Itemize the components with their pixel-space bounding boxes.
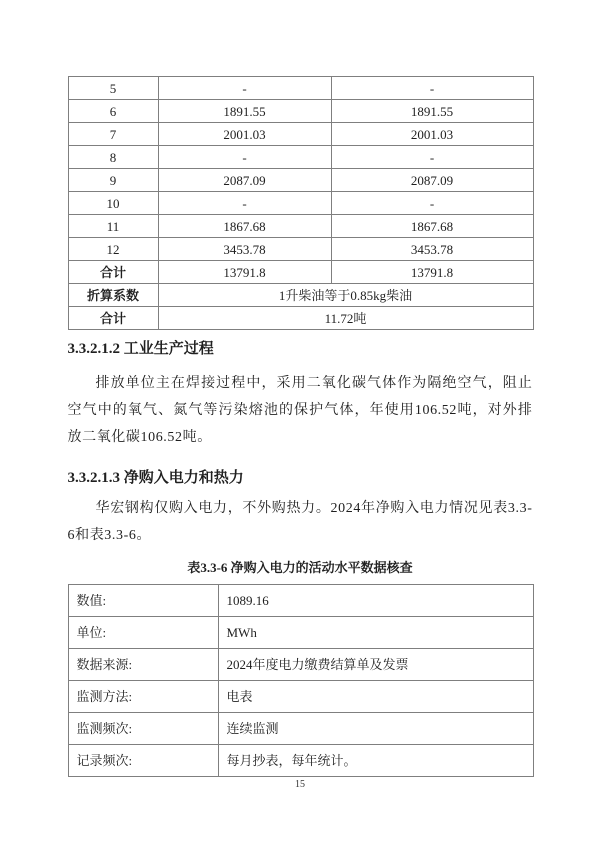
value-cell: 1891.55 bbox=[158, 100, 331, 123]
table-row bbox=[68, 713, 533, 745]
table-caption: 表3.3-6 净购入电力的活动水平数据核查 bbox=[187, 560, 413, 575]
table-row bbox=[68, 617, 533, 649]
field-value-cell: 连续监测 bbox=[218, 713, 533, 745]
field-label-cell: 数值: bbox=[68, 585, 218, 617]
month-cell: 11 bbox=[68, 215, 158, 238]
value-cell: - bbox=[331, 146, 533, 169]
table-row bbox=[68, 215, 533, 238]
field-label-cell: 数据来源: bbox=[68, 649, 218, 681]
field-label-cell: 单位: bbox=[68, 617, 218, 649]
value-cell: 2001.03 bbox=[158, 123, 331, 146]
value-cell: 1891.55 bbox=[331, 100, 533, 123]
paragraph-industrial-process: 排放单位主在焊接过程中，采用二氧化碳气体作为隔绝空气，阻止空气中的氧气、氮气等污染熔池的保护气体，年使用106.52吨，对外排放二氧化碳106.52吨。 bbox=[67, 376, 533, 445]
field-value-cell: 每月抄表，每年统计。 bbox=[218, 745, 533, 777]
table-row bbox=[68, 169, 533, 192]
value-cell: 3453.78 bbox=[158, 238, 331, 261]
field-label-cell: 监测频次: bbox=[68, 713, 218, 745]
total-tons-value-cell: 11.72吨 bbox=[158, 307, 533, 330]
total-label-cell: 合计 bbox=[68, 261, 158, 284]
table-row bbox=[68, 261, 533, 284]
value-cell: 3453.78 bbox=[331, 238, 533, 261]
value-cell: 1867.68 bbox=[158, 215, 331, 238]
document-page bbox=[68, 0, 533, 777]
field-value-cell: MWh bbox=[218, 617, 533, 649]
value-cell: - bbox=[331, 192, 533, 215]
table-row bbox=[68, 307, 533, 330]
value-cell: 2001.03 bbox=[331, 123, 533, 146]
conversion-factor-value-cell: 1升柴油等于0.85kg柴油 bbox=[158, 284, 533, 307]
value-cell: 1867.68 bbox=[331, 215, 533, 238]
month-cell: 9 bbox=[68, 169, 158, 192]
value-cell: - bbox=[158, 192, 331, 215]
section-heading-industrial-process: 3.3.2.1.2 工业生产过程 bbox=[67, 341, 214, 357]
value-cell: - bbox=[158, 146, 331, 169]
page-number: 15 bbox=[295, 779, 305, 790]
month-cell: 7 bbox=[68, 123, 158, 146]
month-cell: 5 bbox=[68, 77, 158, 100]
table-row bbox=[68, 192, 533, 215]
table-row bbox=[68, 649, 533, 681]
field-value-cell: 电表 bbox=[218, 681, 533, 713]
paragraph-purchased-electricity: 华宏钢构仅购入电力，不外购热力。2024年净购入电力情况见表3.3-6和表3.3-6。 bbox=[67, 501, 533, 543]
table-row bbox=[68, 146, 533, 169]
month-cell: 10 bbox=[68, 192, 158, 215]
value-cell: 2087.09 bbox=[331, 169, 533, 192]
table-row bbox=[68, 585, 533, 617]
table-row bbox=[68, 681, 533, 713]
month-cell: 6 bbox=[68, 100, 158, 123]
total-label-cell: 合计 bbox=[68, 307, 158, 330]
month-cell: 8 bbox=[68, 146, 158, 169]
value-cell: - bbox=[158, 77, 331, 100]
table-row bbox=[68, 284, 533, 307]
table-row bbox=[68, 100, 533, 123]
table-row bbox=[68, 745, 533, 777]
field-label-cell: 记录频次: bbox=[68, 745, 218, 777]
table-row bbox=[68, 123, 533, 146]
electricity-activity-table bbox=[68, 584, 534, 777]
total-value-cell: 13791.8 bbox=[158, 261, 331, 284]
value-cell: - bbox=[331, 77, 533, 100]
month-cell: 12 bbox=[68, 238, 158, 261]
table-row bbox=[68, 77, 533, 100]
total-value-cell: 13791.8 bbox=[331, 261, 533, 284]
field-value-cell: 2024年度电力缴费结算单及发票 bbox=[218, 649, 533, 681]
fuel-consumption-table bbox=[68, 76, 534, 330]
conversion-factor-label-cell: 折算系数 bbox=[68, 284, 158, 307]
table-row bbox=[68, 238, 533, 261]
section-heading-purchased-electricity: 3.3.2.1.3 净购入电力和热力 bbox=[67, 470, 244, 486]
value-cell: 2087.09 bbox=[158, 169, 331, 192]
field-value-cell: 1089.16 bbox=[218, 585, 533, 617]
field-label-cell: 监测方法: bbox=[68, 681, 218, 713]
